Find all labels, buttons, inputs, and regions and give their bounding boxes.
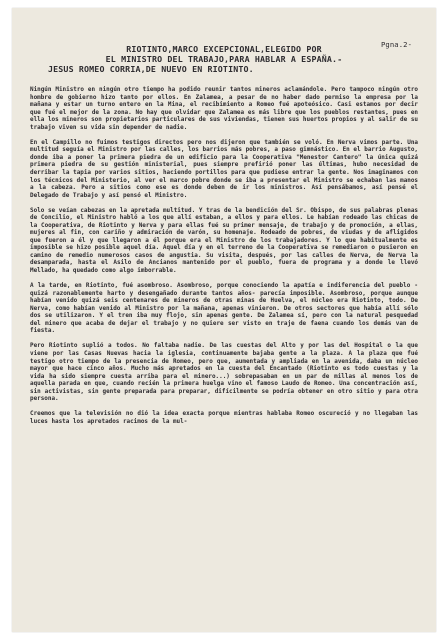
document-page (12, 8, 436, 632)
paragraph-3: Solo se veían cabezas en la apretada multitud. Y tras de la bendición del Sr. Obispo, de sus palabras plenas de Concilio, el Ministro habló a los que allí estaban, a ellos y para ellos. Le habían rodeado las chicas de la Cooperativa, de Riotinto y Nerva y para ellas fué su primer mensaje, de trabajo y de promoción, a ellas, mujeres al fin, con cariño y admiración de varón, su homenaje. Rodeado de pobres, de viudas y de afligidos que fueron a él y que llegaron a él porque era el Ministro de los trabajadores. Y lo que habitualmente es imposible se hizo posible aquel día. Aquel día y en el terreno de la Cooperativa se remediaron o pusieron en camino de remedio numerosos casos de angustia. Su visita, después, por las calles de Nerva, de Nerva la desamparada, hasta el Asilo de Ancianos mantenido por el pueblo, fuera de programa y a donde le llevó Mellado, ha quedado como algo imborrable. (30, 206, 418, 275)
headline-line-3: JESUS ROMEO CORRIA,DE NUEVO EN RIOTINTO. (48, 64, 254, 74)
paragraph-5: Pero Riotinto suplió a todos. No faltaba nadie. De las cuestas del Alto y por las del Hospital o la que viene por las Casas Nuevas hacia la iglesia, continuamente bajaba gente a la plaza. A la plaza que fué testigo otro tiempo de la presencia de Romeo, pero que, aumentada y ampliada en la avenida, daba un núcleo mayor que hace cinco años. Mucho más apretados en la cuesta del Encantado (Riotinto es todo cuestas y la vida ha sido siempre cuesta arriba para el minero...) sobrepasaban en un par de millas al menos los de aquella parada en que, cuando recién la primera huelga vino el famoso Laudo de Romeo. Una concentración así, sin activistas, sin gente preparada para preparar, difícilmente se podría obtener en otro sitio y para otra persona. (30, 342, 418, 403)
headline-line-2: EL MINISTRO DEL TRABAJO,PARA HABLAR A ESPAÑA.- (105, 54, 343, 64)
headline (40, 44, 408, 74)
headline-line-1: RIOTINTO,MARCO EXCEPCIONAL,ELEGIDO POR (126, 44, 322, 54)
paragraph-4: A la tarde, en Riotinto, fué asombroso. Asombroso, porque conociendo la apatía e indiferencia del pueblo -quizá razonablemente harto y desengañado durante tantos años- parecía imposible. Asombroso, porque aunque habían venido quizá seis centenares de mineros de otras minas de Huelva, el núcleo era Riotinto, todo. De Nerva, como habían venido al Ministro por la mañana, apenas vinieron. De otros sectores que había allí sólo dos se utilizaron. Y el tren iba muy flojo, sin apenas gente. De Zalamea sí, pero con la natural pesquedad del minero que acaba de dejar el trabajo y no quiere ser visto en traje de faena cuando los demás van de fiesta. (30, 282, 418, 335)
paragraph-1: Ningún Ministro en ningún otro tiempo ha podido reunir tantos mineros aclamándole. Pero tampoco ningún otro hombre de gobierno hizo tanto por ellos. En Zalamea, a pesar de no haber dado permiso la empresa por la mañana y estar un turno entero en la Mina, el recibimiento a Romeo fué apoteósico. Casi estamos por decir que fué el mejor de la zona. No hay que olvidar que Zalamea es más libre que los pueblos restantes, pues en ella los mineros son propietarios particulares de sus viviendas, tienen sus huertos propios y al salir de su trabajo viven su vida sin depender de nadie. (30, 86, 418, 131)
page-number: Pgna.2- (381, 40, 412, 49)
body-text (30, 86, 418, 425)
document-content (30, 32, 418, 433)
paragraph-6: Creemos que la televisión no dió la idea exacta porque mientras hablaba Romeo oscureció y no llegaban las luces hasta los apretados racimos de la mul- (30, 410, 418, 425)
paragraph-2: En el Campillo no fuimos testigos directos pero nos dijeron que también se voló. En Nerva vimos parte. Una multitud seguía el Ministro por las calles, los barrios más pobres, a paso gimnástico. En el barrio Augusto, donde iba a poner la primera piedra de un edificio para la Cooperativa "Menestor Cantero" la única quizá primera piedra de su gestión ministerial, pues siempre prefirió poner las últimas, hubo necesidad de derribar la tapia por varios sitios, haciendo portillos para que pudiese entrar la gente. Nos imaginamos con los técnicos del Ministerio, al ver el marco pobre donde se iba a presentar el Ministro se echaban las manos a la cabeza. Pero a sitios como ese es donde deben de ir los ministros. Así pensábamos, así pensé el Delegado de Trabajo y así pensó el Ministro. (30, 138, 418, 199)
